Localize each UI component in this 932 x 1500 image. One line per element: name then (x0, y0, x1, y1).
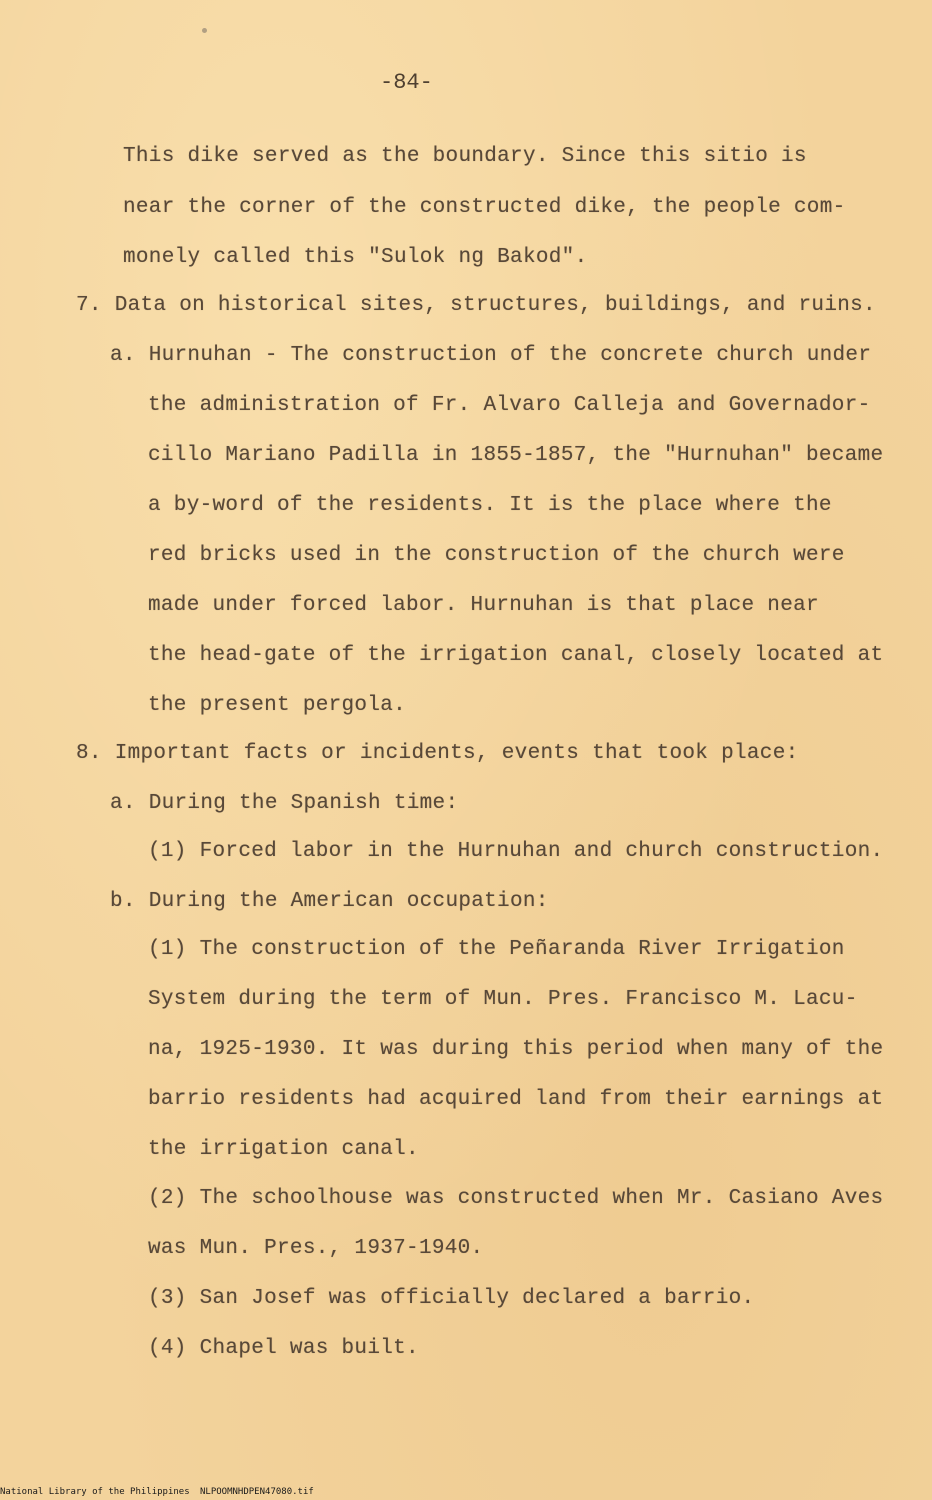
section-8a-heading: a. During the Spanish time: (110, 792, 459, 815)
section-7a-line-5: red bricks used in the construction of the church were (148, 544, 845, 567)
section-8b-item-2-line-1: (2) The schoolhouse was constructed when Mr. Casiano Aves (148, 1187, 884, 1210)
section-8a-item-1: (1) Forced labor in the Hurnuhan and church construction. (148, 840, 884, 863)
section-8b-item-1-line-1: (1) The construction of the Peñaranda River Irrigation (148, 938, 845, 961)
section-7a-line-1: a. Hurnuhan - The construction of the concrete church under (110, 344, 872, 367)
footer-library-credit: National Library of the Philippines (0, 1487, 190, 1497)
section-8b-item-1-line-5: the irrigation canal. (148, 1138, 419, 1161)
section-8b-item-1-line-2: System during the term of Mun. Pres. Francisco M. Lacu- (148, 988, 858, 1011)
text-line-3: monely called this "Sulok ng Bakod". (123, 246, 588, 269)
section-7a-line-6: made under forced labor. Hurnuhan is that place near (148, 594, 819, 617)
section-7a-line-8: the present pergola. (148, 694, 407, 717)
text-line-2: near the corner of the constructed dike, the people com- (123, 196, 846, 219)
section-8b-item-2-line-2: was Mun. Pres., 1937-1940. (148, 1237, 484, 1260)
section-7a-line-2: the administration of Fr. Alvaro Calleja and Governador- (148, 394, 871, 417)
section-8b-heading: b. During the American occupation: (110, 890, 549, 913)
paper-speck (202, 28, 207, 33)
section-8b-item-3: (3) San Josef was officially declared a barrio. (148, 1287, 755, 1310)
text-line-1: This dike served as the boundary. Since this sitio is (123, 145, 807, 168)
section-8b-item-1-line-3: na, 1925-1930. It was during this period when many of the (148, 1038, 884, 1061)
section-8b-item-1-line-4: barrio residents had acquired land from their earnings at (148, 1088, 884, 1111)
section-8-heading: 8. Important facts or incidents, events that took place: (76, 742, 799, 765)
section-7-heading: 7. Data on historical sites, structures, buildings, and ruins. (76, 294, 876, 317)
footer-file-name: NLPOOMNHDPEN47080.tif (200, 1487, 314, 1497)
section-7a-line-7: the head-gate of the irrigation canal, closely located at (148, 644, 884, 667)
section-7a-line-3: cillo Mariano Padilla in 1855-1857, the "Hurnuhan" became (148, 444, 884, 467)
section-7a-line-4: a by-word of the residents. It is the place where the (148, 494, 832, 517)
section-8b-item-4: (4) Chapel was built. (148, 1337, 419, 1360)
page-number: -84- (380, 70, 433, 95)
